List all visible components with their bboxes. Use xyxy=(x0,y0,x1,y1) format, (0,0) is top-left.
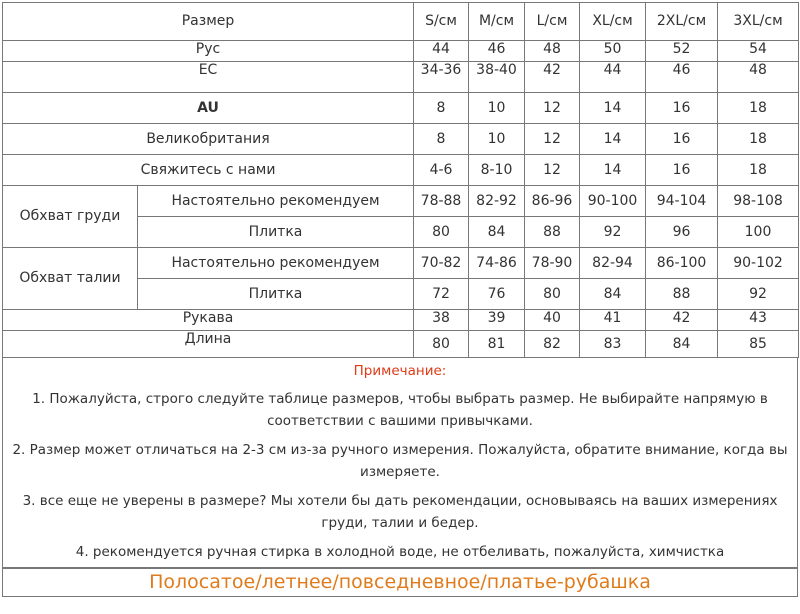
size-chart xyxy=(2,2,798,597)
cell: 83 xyxy=(580,331,646,358)
cell: 14 xyxy=(580,93,646,124)
notes-section xyxy=(2,358,798,568)
cell: 44 xyxy=(414,41,469,62)
size-table xyxy=(2,2,799,358)
row-label: Великобритания xyxy=(3,124,414,155)
row-label: Рус xyxy=(3,41,414,62)
notes-title: Примечание: xyxy=(353,363,447,379)
cell: 84 xyxy=(469,217,525,248)
header-m: M/см xyxy=(469,3,525,41)
cell: 10 xyxy=(469,124,525,155)
cell: 54 xyxy=(718,41,799,62)
cell: 92 xyxy=(580,217,646,248)
cell: 88 xyxy=(646,279,718,310)
sub-label: Настоятельно рекомендуем xyxy=(138,186,414,217)
note-item: 2. Размер может отличаться на 2-3 см из-за ручного измерения. Пожалуйста, обратите внимание, когда вы измеряете. xyxy=(12,442,788,480)
cell: 12 xyxy=(525,124,580,155)
product-title: Полосатое/летнее/повседневное/платье-рубашка xyxy=(2,568,798,597)
cell: 52 xyxy=(646,41,718,62)
cell: 84 xyxy=(646,331,718,358)
sub-label: Плитка xyxy=(138,217,414,248)
cell: 4-6 xyxy=(414,155,469,186)
header-2xl: 2XL/см xyxy=(646,3,718,41)
cell: 16 xyxy=(646,155,718,186)
row-label: ЕС xyxy=(3,62,414,93)
cell: 82-94 xyxy=(580,248,646,279)
cell: 82 xyxy=(525,331,580,358)
cell: 90-100 xyxy=(580,186,646,217)
cell: 43 xyxy=(718,310,799,331)
row-label: Свяжитесь с нами xyxy=(3,155,414,186)
cell: 39 xyxy=(469,310,525,331)
header-size: Размер xyxy=(3,3,414,41)
cell: 94-104 xyxy=(646,186,718,217)
table-row xyxy=(3,62,799,93)
cell: 96 xyxy=(646,217,718,248)
cell: 18 xyxy=(718,155,799,186)
cell: 34-36 xyxy=(414,62,469,93)
cell: 16 xyxy=(646,124,718,155)
cell: 8-10 xyxy=(469,155,525,186)
cell: 76 xyxy=(469,279,525,310)
cell: 10 xyxy=(469,93,525,124)
cell: 16 xyxy=(646,93,718,124)
cell: 50 xyxy=(580,41,646,62)
note-item: 1. Пожалуйста, строго следуйте таблице размеров, чтобы выбрать размер. Не выбирайте напрямую в соответствии с вашими привычками. xyxy=(32,391,768,429)
row-label: AU xyxy=(3,93,414,124)
cell: 80 xyxy=(525,279,580,310)
header-3xl: 3XL/см xyxy=(718,3,799,41)
cell: 12 xyxy=(525,155,580,186)
chest-label: Обхват груди xyxy=(3,186,138,248)
cell: 46 xyxy=(646,62,718,93)
cell: 78-88 xyxy=(414,186,469,217)
cell: 18 xyxy=(718,93,799,124)
row-label: Длина xyxy=(3,331,414,358)
cell: 80 xyxy=(414,331,469,358)
table-row xyxy=(3,186,799,217)
sub-label: Плитка xyxy=(138,279,414,310)
table-row xyxy=(3,93,799,124)
cell: 40 xyxy=(525,310,580,331)
cell: 41 xyxy=(580,310,646,331)
cell: 86-96 xyxy=(525,186,580,217)
header-row xyxy=(3,3,799,41)
cell: 14 xyxy=(580,155,646,186)
cell: 38-40 xyxy=(469,62,525,93)
cell: 8 xyxy=(414,124,469,155)
cell: 70-82 xyxy=(414,248,469,279)
cell: 18 xyxy=(718,124,799,155)
header-l: L/см xyxy=(525,3,580,41)
cell: 98-108 xyxy=(718,186,799,217)
cell: 42 xyxy=(646,310,718,331)
cell: 48 xyxy=(525,41,580,62)
cell: 84 xyxy=(580,279,646,310)
cell: 88 xyxy=(525,217,580,248)
table-row xyxy=(3,310,799,331)
table-row xyxy=(3,124,799,155)
cell: 81 xyxy=(469,331,525,358)
note-item: 4. рекомендуется ручная стирка в холодной воде, не отбеливать, пожалуйста, химчистка xyxy=(75,544,725,560)
cell: 85 xyxy=(718,331,799,358)
cell: 100 xyxy=(718,217,799,248)
header-xl: XL/см xyxy=(580,3,646,41)
cell: 14 xyxy=(580,124,646,155)
cell: 38 xyxy=(414,310,469,331)
cell: 80 xyxy=(414,217,469,248)
cell: 90-102 xyxy=(718,248,799,279)
table-row xyxy=(3,331,799,358)
cell: 82-92 xyxy=(469,186,525,217)
table-row xyxy=(3,155,799,186)
sub-label: Настоятельно рекомендуем xyxy=(138,248,414,279)
cell: 8 xyxy=(414,93,469,124)
note-item: 3. все еще не уверены в размере? Мы хотели бы дать рекомендации, основываясь на ваших измерениях груди, талии и бедер. xyxy=(22,493,778,531)
cell: 48 xyxy=(718,62,799,93)
header-s: S/см xyxy=(414,3,469,41)
cell: 44 xyxy=(580,62,646,93)
table-row xyxy=(3,248,799,279)
cell: 74-86 xyxy=(469,248,525,279)
cell: 12 xyxy=(525,93,580,124)
cell: 46 xyxy=(469,41,525,62)
cell: 86-100 xyxy=(646,248,718,279)
cell: 72 xyxy=(414,279,469,310)
waist-label: Обхват талии xyxy=(3,248,138,310)
cell: 92 xyxy=(718,279,799,310)
row-label: Рукава xyxy=(3,310,414,331)
cell: 78-90 xyxy=(525,248,580,279)
table-row xyxy=(3,41,799,62)
cell: 42 xyxy=(525,62,580,93)
